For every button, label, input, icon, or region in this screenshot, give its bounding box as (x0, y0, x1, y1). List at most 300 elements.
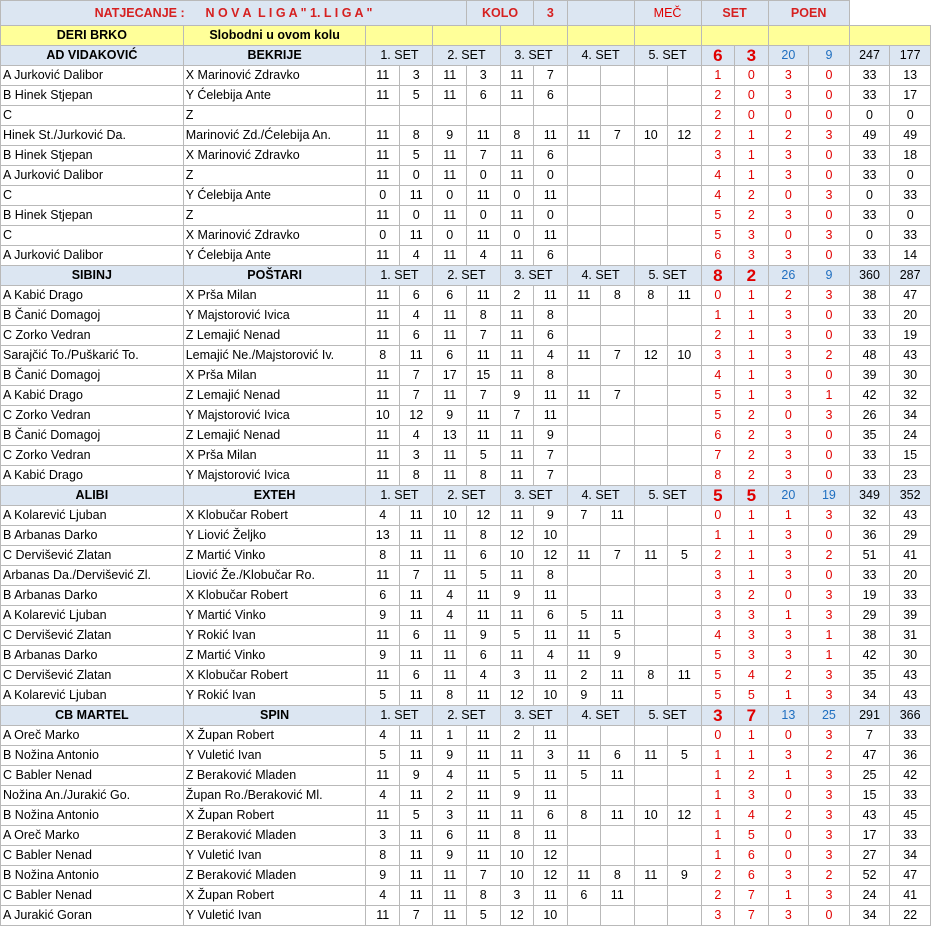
game-points-home: 0 (849, 226, 890, 246)
game-sets-away: 1 (809, 626, 850, 646)
set-score: 7 (534, 466, 568, 486)
set-score: 8 (467, 306, 501, 326)
set-score: 11 (601, 666, 635, 686)
running-score-home: 2 (701, 106, 735, 126)
set-score (567, 106, 601, 126)
set-score: 12 (534, 866, 568, 886)
game-points-away: 13 (890, 66, 931, 86)
home-player: B Hinek Stjepan (1, 86, 184, 106)
game-points-home: 51 (849, 546, 890, 566)
game-points-away: 33 (890, 586, 931, 606)
set-score (601, 906, 635, 926)
game-row (1, 326, 931, 346)
set-score (567, 586, 601, 606)
set-score: 9 (433, 126, 467, 146)
set-score: 11 (634, 746, 668, 766)
away-player: Z Beraković Mladen (183, 866, 366, 886)
running-score-home: 4 (701, 626, 735, 646)
set-score (634, 106, 668, 126)
game-sets-away: 3 (809, 286, 850, 306)
running-score-away: 6 (735, 866, 769, 886)
set-score: 11 (601, 506, 635, 526)
set-score: 4 (467, 246, 501, 266)
set-score: 11 (467, 806, 501, 826)
set-score (601, 786, 635, 806)
home-player: A Kolarević Ljuban (1, 606, 184, 626)
points-home: 360 (849, 266, 890, 286)
game-sets-away: 0 (809, 206, 850, 226)
running-score-away: 1 (735, 726, 769, 746)
game-sets-home: 3 (768, 526, 809, 546)
game-points-away: 33 (890, 826, 931, 846)
set-score: 11 (366, 366, 400, 386)
set-score: 6 (399, 666, 433, 686)
away-player: Y Liović Željko (183, 526, 366, 546)
home-player: C Dervišević Zlatan (1, 546, 184, 566)
set-score: 11 (668, 286, 702, 306)
set-score (634, 426, 668, 446)
set-score (601, 366, 635, 386)
running-score-home: 1 (701, 826, 735, 846)
set-score: 11 (399, 726, 433, 746)
away-player: Z Martić Vinko (183, 546, 366, 566)
set-score: 11 (668, 666, 702, 686)
set-score: 0 (467, 166, 501, 186)
set-score (668, 446, 702, 466)
game-sets-home: 1 (768, 606, 809, 626)
away-player: Z Martić Vinko (183, 646, 366, 666)
title-poen: POEN (768, 1, 849, 26)
game-points-away: 43 (890, 346, 931, 366)
game-sets-home: 1 (768, 686, 809, 706)
game-points-home: 36 (849, 526, 890, 546)
set-score: 4 (366, 726, 400, 746)
set-score (601, 586, 635, 606)
game-points-away: 0 (890, 206, 931, 226)
set-score: 11 (601, 886, 635, 906)
game-points-home: 26 (849, 406, 890, 426)
home-player: A Kolarević Ljuban (1, 686, 184, 706)
away-player: Y Rokić Ivan (183, 686, 366, 706)
game-points-away: 34 (890, 846, 931, 866)
set-score: 9 (601, 646, 635, 666)
away-player: X Marinović Zdravko (183, 226, 366, 246)
game-points-away: 18 (890, 146, 931, 166)
set-score: 5 (567, 766, 601, 786)
away-player: X Župan Robert (183, 886, 366, 906)
set-score: 11 (534, 726, 568, 746)
game-points-away: 30 (890, 366, 931, 386)
set-score: 12 (500, 526, 534, 546)
game-sets-home: 1 (768, 506, 809, 526)
set-label: 5. SET (634, 266, 701, 286)
game-row (1, 766, 931, 786)
match-score-home: 6 (701, 46, 735, 66)
game-points-away: 49 (890, 126, 931, 146)
game-sets-away: 3 (809, 766, 850, 786)
set-score: 7 (467, 146, 501, 166)
game-points-home: 33 (849, 86, 890, 106)
set-score: 11 (366, 666, 400, 686)
running-score-away: 2 (735, 586, 769, 606)
game-points-home: 38 (849, 286, 890, 306)
game-points-away: 43 (890, 686, 931, 706)
game-points-home: 33 (849, 66, 890, 86)
game-row (1, 886, 931, 906)
running-score-home: 6 (701, 246, 735, 266)
home-player: C (1, 226, 184, 246)
set-score (668, 566, 702, 586)
match-score-away: 7 (735, 706, 769, 726)
set-score: 11 (500, 86, 534, 106)
set-score: 9 (567, 686, 601, 706)
home-player: A Jurković Dalibor (1, 66, 184, 86)
home-player: B Arbanas Darko (1, 526, 184, 546)
game-sets-away: 3 (809, 826, 850, 846)
game-points-away: 36 (890, 746, 931, 766)
set-score: 5 (500, 766, 534, 786)
set-score: 11 (634, 546, 668, 566)
set-score: 11 (399, 826, 433, 846)
set-score (567, 726, 601, 746)
set-score: 11 (399, 526, 433, 546)
set-score: 11 (567, 546, 601, 566)
game-sets-away: 1 (809, 646, 850, 666)
home-player: C Dervišević Zlatan (1, 626, 184, 646)
set-score (601, 726, 635, 746)
set-score (668, 886, 702, 906)
game-points-away: 0 (890, 106, 931, 126)
set-score: 2 (567, 666, 601, 686)
set-score (634, 606, 668, 626)
set-score: 11 (500, 246, 534, 266)
running-score-home: 3 (701, 906, 735, 926)
set-score: 0 (433, 226, 467, 246)
running-score-away: 2 (735, 406, 769, 426)
set-score: 11 (534, 766, 568, 786)
set-label: 2. SET (433, 486, 500, 506)
set-score (668, 206, 702, 226)
game-points-away: 33 (890, 726, 931, 746)
running-score-away: 7 (735, 906, 769, 926)
set-score: 11 (500, 206, 534, 226)
set-score: 10 (534, 526, 568, 546)
game-points-home: 33 (849, 466, 890, 486)
running-score-home: 2 (701, 866, 735, 886)
game-row (1, 446, 931, 466)
game-row (1, 566, 931, 586)
set-score: 6 (467, 86, 501, 106)
game-sets-away: 3 (809, 666, 850, 686)
set-score: 13 (366, 526, 400, 546)
set-score: 9 (433, 746, 467, 766)
set-score: 7 (500, 406, 534, 426)
running-score-home: 5 (701, 646, 735, 666)
running-score-home: 1 (701, 746, 735, 766)
game-row (1, 846, 931, 866)
set-score: 11 (567, 386, 601, 406)
game-points-home: 17 (849, 826, 890, 846)
running-score-home: 5 (701, 386, 735, 406)
kolo-label: KOLO (467, 1, 534, 26)
away-player: X Prša Milan (183, 446, 366, 466)
set-score: 11 (399, 646, 433, 666)
set-score: 11 (500, 146, 534, 166)
set-score: 0 (399, 206, 433, 226)
set-score (634, 846, 668, 866)
set-score: 11 (534, 826, 568, 846)
points-home: 291 (849, 706, 890, 726)
away-player: Y Vuletić Ivan (183, 906, 366, 926)
game-sets-home: 1 (768, 766, 809, 786)
set-score (567, 826, 601, 846)
set-score: 7 (601, 386, 635, 406)
set-score (567, 226, 601, 246)
set-score: 11 (601, 806, 635, 826)
title-set: SET (701, 1, 768, 26)
set-score: 11 (433, 66, 467, 86)
running-score-home: 0 (701, 286, 735, 306)
game-sets-home: 0 (768, 846, 809, 866)
set-score: 11 (534, 226, 568, 246)
game-sets-home: 2 (768, 806, 809, 826)
game-points-away: 33 (890, 226, 931, 246)
game-sets-home: 0 (768, 106, 809, 126)
set-score (634, 226, 668, 246)
match-score-home: 8 (701, 266, 735, 286)
home-player: C Zorko Vedran (1, 446, 184, 466)
set-score: 11 (467, 826, 501, 846)
game-points-home: 34 (849, 686, 890, 706)
set-score: 6 (433, 346, 467, 366)
away-player: Z Lemajić Nenad (183, 426, 366, 446)
set-score: 11 (366, 146, 400, 166)
set-score: 8 (399, 126, 433, 146)
game-points-home: 48 (849, 346, 890, 366)
set-score: 6 (567, 886, 601, 906)
game-sets-home: 3 (768, 86, 809, 106)
game-row (1, 906, 931, 926)
match-header-row (1, 706, 931, 726)
running-score-away: 1 (735, 146, 769, 166)
away-player: Marinović Zd./Ćelebija An. (183, 126, 366, 146)
set-score: 2 (433, 786, 467, 806)
game-points-away: 29 (890, 526, 931, 546)
set-score: 11 (467, 226, 501, 246)
running-score-home: 2 (701, 86, 735, 106)
game-row (1, 666, 931, 686)
set-score: 7 (399, 906, 433, 926)
set-score: 11 (399, 506, 433, 526)
away-player: Y Ćelebija Ante (183, 86, 366, 106)
away-player: X Klobučar Robert (183, 586, 366, 606)
set-score: 4 (534, 646, 568, 666)
game-row (1, 406, 931, 426)
set-score: 12 (634, 346, 668, 366)
running-score-home: 3 (701, 146, 735, 166)
game-sets-away: 3 (809, 186, 850, 206)
home-player: A Kabić Drago (1, 386, 184, 406)
running-score-away: 5 (735, 686, 769, 706)
set-score (601, 66, 635, 86)
away-player: Y Majstorović Ivica (183, 306, 366, 326)
set-label: 1. SET (366, 46, 433, 66)
game-row (1, 286, 931, 306)
set-score: 9 (467, 626, 501, 646)
set-score: 8 (500, 826, 534, 846)
game-points-home: 43 (849, 806, 890, 826)
set-score (399, 106, 433, 126)
game-sets-home: 3 (768, 146, 809, 166)
away-player: Z (183, 106, 366, 126)
set-score (634, 826, 668, 846)
set-score: 7 (534, 66, 568, 86)
set-score: 11 (500, 646, 534, 666)
set-score (567, 846, 601, 866)
set-score: 11 (567, 286, 601, 306)
game-sets-away: 0 (809, 86, 850, 106)
set-score: 10 (534, 686, 568, 706)
game-sets-away: 3 (809, 226, 850, 246)
set-score: 8 (601, 866, 635, 886)
set-score (567, 306, 601, 326)
set-score (601, 826, 635, 846)
set-score (668, 686, 702, 706)
away-player: Y Martić Vinko (183, 606, 366, 626)
away-player: Liović Že./Klobučar Ro. (183, 566, 366, 586)
game-row (1, 506, 931, 526)
set-score: 11 (500, 446, 534, 466)
running-score-home: 8 (701, 466, 735, 486)
set-score (500, 106, 534, 126)
set-score: 9 (534, 506, 568, 526)
home-player: B Arbanas Darko (1, 646, 184, 666)
set-score (601, 186, 635, 206)
home-player: Arbanas Da./Dervišević Zl. (1, 566, 184, 586)
points-away: 177 (890, 46, 931, 66)
set-score (668, 826, 702, 846)
game-points-away: 41 (890, 546, 931, 566)
set-score: 11 (366, 446, 400, 466)
set-score: 6 (433, 286, 467, 306)
set-score: 8 (634, 666, 668, 686)
sets-home: 13 (768, 706, 809, 726)
game-points-home: 7 (849, 726, 890, 746)
home-player: C Dervišević Zlatan (1, 666, 184, 686)
set-score: 11 (399, 186, 433, 206)
running-score-home: 0 (701, 726, 735, 746)
set-score (634, 886, 668, 906)
home-player: A Jurković Dalibor (1, 246, 184, 266)
bye-row (1, 26, 931, 46)
home-player: B Hinek Stjepan (1, 206, 184, 226)
game-points-away: 31 (890, 626, 931, 646)
running-score-home: 5 (701, 206, 735, 226)
home-player: A Kabić Drago (1, 466, 184, 486)
game-points-away: 47 (890, 286, 931, 306)
home-player: A Oreč Marko (1, 826, 184, 846)
set-score: 11 (366, 766, 400, 786)
game-sets-away: 2 (809, 746, 850, 766)
match-score-away: 3 (735, 46, 769, 66)
game-sets-away: 3 (809, 786, 850, 806)
set-score: 17 (433, 366, 467, 386)
away-player: X Klobučar Robert (183, 666, 366, 686)
set-score: 12 (668, 126, 702, 146)
match-header-row (1, 486, 931, 506)
set-score: 3 (366, 826, 400, 846)
set-score: 11 (567, 626, 601, 646)
home-player: B Čanić Domagoj (1, 366, 184, 386)
set-score (601, 226, 635, 246)
set-score (668, 366, 702, 386)
game-sets-home: 3 (768, 386, 809, 406)
set-score: 11 (467, 686, 501, 706)
set-score: 11 (433, 166, 467, 186)
game-sets-home: 0 (768, 586, 809, 606)
game-sets-home: 3 (768, 166, 809, 186)
set-score: 11 (366, 466, 400, 486)
set-score: 11 (433, 326, 467, 346)
game-row (1, 346, 931, 366)
away-team: SPIN (183, 706, 366, 726)
set-score: 11 (433, 86, 467, 106)
match-score-away: 2 (735, 266, 769, 286)
set-score: 0 (467, 206, 501, 226)
set-score (567, 406, 601, 426)
game-row (1, 226, 931, 246)
set-score: 8 (467, 526, 501, 546)
set-score (634, 786, 668, 806)
set-score (567, 186, 601, 206)
set-score: 6 (399, 286, 433, 306)
game-points-away: 45 (890, 806, 931, 826)
set-score: 11 (500, 346, 534, 366)
set-score: 8 (634, 286, 668, 306)
game-row (1, 86, 931, 106)
set-score: 11 (366, 426, 400, 446)
set-score (601, 306, 635, 326)
set-score (634, 526, 668, 546)
game-row (1, 306, 931, 326)
set-score: 11 (467, 786, 501, 806)
set-score (567, 66, 601, 86)
game-sets-away: 2 (809, 866, 850, 886)
game-sets-away: 3 (809, 886, 850, 906)
game-row (1, 366, 931, 386)
game-row (1, 66, 931, 86)
home-player: A Jurakić Goran (1, 906, 184, 926)
sets-home: 26 (768, 266, 809, 286)
running-score-away: 1 (735, 346, 769, 366)
points-away: 287 (890, 266, 931, 286)
set-score (567, 526, 601, 546)
sets-away: 25 (809, 706, 850, 726)
set-score (668, 466, 702, 486)
set-score: 12 (399, 406, 433, 426)
set-score (601, 166, 635, 186)
game-sets-away: 0 (809, 166, 850, 186)
game-points-home: 33 (849, 446, 890, 466)
set-score (634, 86, 668, 106)
set-score: 10 (500, 546, 534, 566)
set-score: 11 (433, 386, 467, 406)
away-player: Z (183, 166, 366, 186)
set-score: 11 (366, 906, 400, 926)
running-score-home: 3 (701, 606, 735, 626)
set-score: 11 (601, 686, 635, 706)
set-score: 11 (399, 226, 433, 246)
